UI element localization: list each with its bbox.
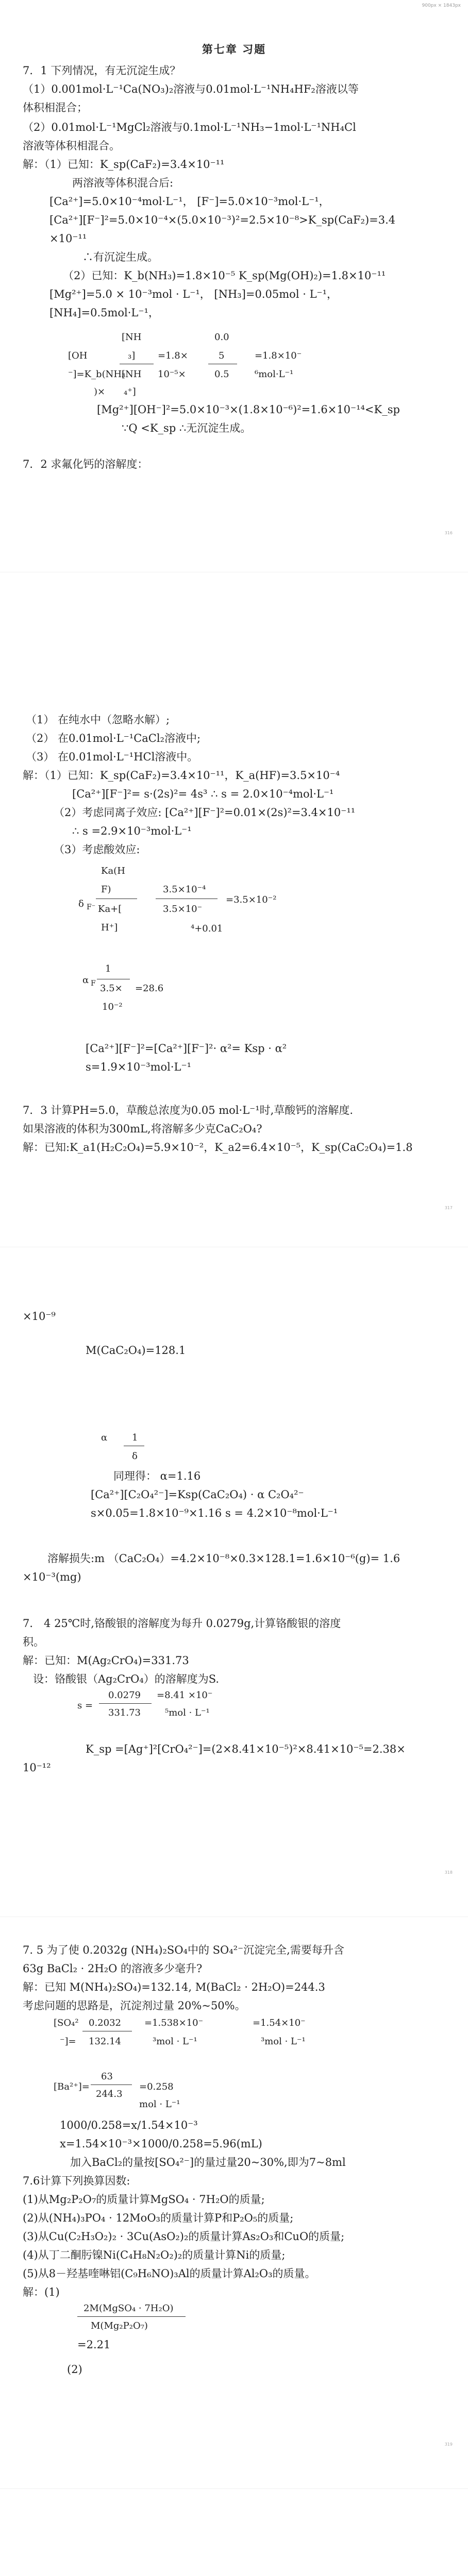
q5-ba-res: =0.258 (139, 2081, 174, 2092)
q4-s-num: 0.0279 (108, 1690, 141, 1701)
q3-one: 1 (132, 1432, 138, 1443)
q2-a-den: 3.5× (100, 983, 123, 994)
q6-line: (4)从丁二酮肟镍Ni(C₄H₈N₂O₂)₂的质量计算Ni的质量; (23, 2249, 286, 2261)
q4-ksp: K_sp =[Ag⁺]²[CrO₄²⁻]=(2×8.41×10⁻⁵)²×8.41×10⁻⁵=2.38× (86, 1743, 406, 1755)
q2-s-final: s=1.9×10⁻³mol·L⁻¹ (86, 1061, 191, 1073)
q1-line: 溶液等体积相混合。 (23, 140, 120, 152)
q5-line: 解：已知 M(NH₄)₂SO₄)=132.14, M(BaCl₂ · 2H₂O)=244.3 (23, 1981, 325, 1993)
q6-f1-den: M(Mg₂P₂O₇) (91, 2320, 148, 2331)
q2-ka-num: Ka(H (101, 866, 125, 876)
page-size-stamp: 900px × 1843px (422, 3, 461, 8)
q5-calc: 1000/0.258=x/1.54×10⁻³ (60, 2119, 198, 2131)
q5-line: 7. 5 为了使 0.2032g (NH₄)₂SO₄中的 SO₄²⁻沉淀完全,需要每升含 (23, 1944, 344, 1956)
q2-f-den: 3.5×10⁻ (163, 904, 203, 914)
q4-line: 7． 4 25℃时,铬酸银的溶解度为每升 0.0279g,计算铬酸银的溶度 (23, 1617, 341, 1630)
q5-line: 考虑问题的思路是，沉淀剂过量 20%~50%。 (23, 1999, 246, 2012)
page-number: 319 (444, 2442, 453, 2447)
q5-ba-unit: mol · L⁻¹ (139, 2099, 180, 2110)
q1-nh4-den: [NH (122, 369, 142, 380)
q3-kspeq: [Ca²⁺][C₂O₄²⁻]=Ksp(CaC₂O₄) · α C₂O₄²⁻ (91, 1488, 304, 1501)
q2-ka-den2: H⁺] (101, 922, 118, 933)
q1-nh3-num2: ₃] (128, 350, 136, 361)
q1-line: （1）0.001mol·L⁻¹Ca(NO₃)₂溶液与0.01mol·L⁻¹NH₄HF₂溶液以等 (23, 83, 359, 95)
q6-line: (2)从(NH₄)₃PO₄ · 12MoO₃的质量计算P和P₂O₅的质量; (23, 2212, 294, 2224)
q1-oh-lhs3: )× (94, 386, 106, 397)
q1-n005b: 5 (219, 350, 225, 361)
q1-nh4-den2: ₄⁺] (124, 386, 136, 397)
q6-line: (1)从Mg₂P₂O₇的质量计算MgSO₄ · 7H₂O的质量; (23, 2193, 265, 2206)
q5-so4-num: 0.2032 (89, 2018, 121, 2028)
q5-line: 63g BaCl₂ · 2H₂O 的溶液多少毫升? (23, 1962, 203, 1975)
page-number: 318 (444, 1870, 453, 1875)
q2-ksp-rel: [Ca²⁺][F⁻]²=[Ca²⁺][F⁻]²· α²= Ksp · α² (86, 1042, 287, 1055)
q2-part: （1） 在纯水中（忽略水解）; (26, 714, 170, 726)
q4-ksp2: 10⁻¹² (23, 1761, 51, 1774)
q6-f1-num: 2M(MgSO₄ · 7H₂O) (83, 2303, 174, 2314)
q5-ba-lhs: [Ba²⁺]= (54, 2081, 90, 2092)
q1-eq2: =1.8×10⁻ (255, 350, 302, 361)
q2-ka-den: Ka+[ (98, 904, 122, 914)
q3-delta: δ (132, 1451, 138, 1462)
q1-line: [Mg²⁺]=5.0 × 10⁻³mol · L⁻¹， [NH₃]=0.05mol · L⁻¹， (49, 288, 338, 300)
q4-s-res: =8.41 ×10⁻ (157, 1690, 213, 1701)
q1-ionprod: [Mg²⁺][OH⁻]²=5.0×10⁻³×(1.8×10⁻⁶)²=1.6×10⁻¹⁴<K_sp (97, 403, 400, 416)
q4-line: 积。 (23, 1636, 44, 1648)
page-number: 316 (444, 531, 453, 535)
q2-part: （2） 在0.01mol·L⁻¹CaCl₂溶液中; (26, 732, 201, 744)
q1-line: 两溶液等体积混合后: (72, 177, 174, 189)
q3-line: 解：已知:K_a1(H₂C₂O₄)=5.9×10⁻²，K_a2=6.4×10⁻⁵，K_sp(CaC₂O₄)=1.8 (23, 1141, 413, 1154)
q5-so4-unit: ³mol · L⁻¹ (153, 2036, 197, 2047)
q2-delta-sub: F⁻ (87, 903, 96, 911)
q1-n05: 0.5 (214, 369, 229, 380)
q1-exp1: 10⁻⁵× (158, 369, 186, 380)
q1-concl: ∵Q <K_sp ∴无沉淀生成。 (122, 422, 252, 434)
q4-s-lhs: s = (77, 1700, 93, 1711)
q4-s-den: 331.73 (108, 1707, 141, 1718)
q2-ka-num2: F) (101, 884, 111, 895)
q5-so4-res2: =1.54×10⁻ (253, 2018, 306, 2028)
q6-line: 7.6计算下列换算因数: (23, 2175, 130, 2187)
q2-sol: 解：（1）已知：K_sp(CaF₂)=3.4×10⁻¹¹，K_a(HF)=3.5×10⁻⁴ (23, 769, 340, 782)
q3-loss2: ×10⁻³(mg) (23, 1571, 81, 1583)
q3-alpha: α (101, 1432, 108, 1443)
q6-p2: (2) (67, 2363, 82, 2376)
q1-line: ∴有沉淀生成。 (82, 251, 158, 263)
q5-so4-lhs2: ⁻]= (60, 2036, 76, 2047)
q5-ba-den: 244.3 (96, 2089, 123, 2099)
q1-line: [NH₄]=0.5mol·L⁻¹， (49, 307, 159, 319)
q2-f-den2: ⁴+0.01 (191, 923, 223, 934)
q5-so4-res: =1.538×10⁻ (144, 2018, 204, 2028)
q1-line: （2）已知：K_b(NH₃)=1.8×10⁻⁵ K_sp(Mg(OH)₂)=1.8×10⁻¹¹ (63, 269, 386, 282)
q4-s-unit: ⁵mol · L⁻¹ (165, 1707, 210, 1718)
q2-a-den2: 10⁻² (102, 1002, 123, 1012)
q5-calc: x=1.54×10⁻³×1000/0.258=5.96(mL) (60, 2138, 262, 2150)
q2-alpha-lhs: α (82, 975, 89, 986)
q1-line: [Ca²⁺]=5.0×10⁻⁴mol·L⁻¹， [F⁻]=5.0×10⁻³mol·L⁻¹， (49, 195, 330, 208)
q6-line: (5)从8－羟基喹啉铝(C₉H₆NO)₃Al的质量计算Al₂O₃的质量。 (23, 2267, 316, 2280)
q2-part: （3） 在0.01mol·L⁻¹HCl溶液中。 (26, 751, 198, 763)
q3-sres: s×0.05=1.8×10⁻⁹×1.16 s = 4.2×10⁻⁸mol·L⁻¹ (91, 1507, 338, 1519)
q2-delta-lhs: δ (78, 899, 84, 909)
q1-unit1: ⁶mol·L⁻¹ (255, 369, 294, 380)
q1-n005: 0.0 (214, 332, 229, 343)
q2-a-res: =28.6 (135, 983, 164, 994)
q1-nh3-num: [NH (122, 332, 142, 343)
q2-alpha-sub: F (91, 979, 96, 988)
q6-line: 解：(1) (23, 2286, 60, 2298)
chapter-title: 第七章 习题 (202, 43, 266, 56)
q5-so4-den: 132.14 (89, 2036, 121, 2047)
q1-line: 解：（1）已知：K_sp(CaF₂)=3.4×10⁻¹¹ (23, 158, 225, 171)
q2-line: 7．2 求氟化钙的溶解度： (23, 458, 148, 470)
q1-line: [Ca²⁺][F⁻]²=5.0×10⁻⁴×(5.0×10⁻³)²=2.5×10⁻⁸>K_sp(CaF₂)=3.4 (49, 214, 396, 226)
q2-sol: ∴ s =2.9×10⁻³mol·L⁻¹ (72, 825, 192, 837)
q1-line: 7．1 下列情况，有无沉淀生成？ (23, 64, 181, 77)
q3-cont: ×10⁻⁹ (23, 1310, 56, 1323)
q3-line: 如果溶液的体积为300mL,将溶解多少克CaC₂O₄? (23, 1123, 262, 1135)
q1-line: ×10⁻¹¹ (49, 232, 87, 245)
q2-a-num: 1 (105, 963, 111, 974)
q3-mw: M(CaC₂O₄)=128.1 (86, 1344, 186, 1357)
q5-so4-lhs: [SO₄² (54, 2018, 79, 2028)
q3-loss: 溶解损失:m （CaC₂O₄）=4.2×10⁻⁸×0.3×128.1=1.6×10⁻⁶(g)= 1.6 (47, 1552, 400, 1565)
q4-line: 解：已知：M(Ag₂CrO₄)=331.73 (23, 1654, 189, 1667)
q5-calc: 加入BaCl₂的量按[SO₄²⁻]的量过量20~30%,即为7~8ml (70, 2156, 346, 2168)
q1-oh-lhs: [OH (68, 350, 88, 361)
q5-so4-unit2: ³mol · L⁻¹ (261, 2036, 306, 2047)
page-number: 317 (444, 1206, 453, 1210)
q2-sol: [Ca²⁺][F⁻]²= s·(2s)²= 4s³ ∴ s = 2.0×10⁻⁴mol·L⁻¹ (72, 788, 334, 800)
q2-sol: （3）考虑酸效应: (54, 843, 140, 856)
q6-f1-res: =2.21 (77, 2338, 111, 2351)
q1-line: 体积相混合； (23, 101, 88, 114)
q1-line: （2）0.01mol·L⁻¹MgCl₂溶液与0.1mol·L⁻¹NH₃−1mol·L⁻¹NH₄Cl (23, 121, 356, 133)
q5-ba-num: 63 (101, 2071, 113, 2082)
q2-f-num: 3.5×10⁻⁴ (163, 884, 206, 895)
q3-line: 7．3 计算PH=5.0，草酸总浓度为0.05 mol·L⁻¹时,草酸钙的溶解度. (23, 1104, 354, 1116)
q2-f-res: =3.5×10⁻² (226, 894, 277, 905)
q3-same: 同理得： α=1.16 (113, 1470, 201, 1482)
q4-line: 设：铬酸银（Ag₂CrO₄）的溶解度为S. (33, 1673, 220, 1685)
q1-oh-lhs2: ⁻]=K_b(NH₃ (68, 369, 126, 380)
q2-sol: （2）考虑同离子效应: [Ca²⁺][F⁻]²=0.01×(2s)²=3.4×10⁻¹¹ (54, 806, 356, 819)
q6-line: (3)从Cu(C₂H₃O₂)₂ · 3Cu(AsO₂)₂的质量计算As₂O₃和CuO的质量; (23, 2230, 345, 2243)
q1-eq1: =1.8× (158, 350, 188, 361)
